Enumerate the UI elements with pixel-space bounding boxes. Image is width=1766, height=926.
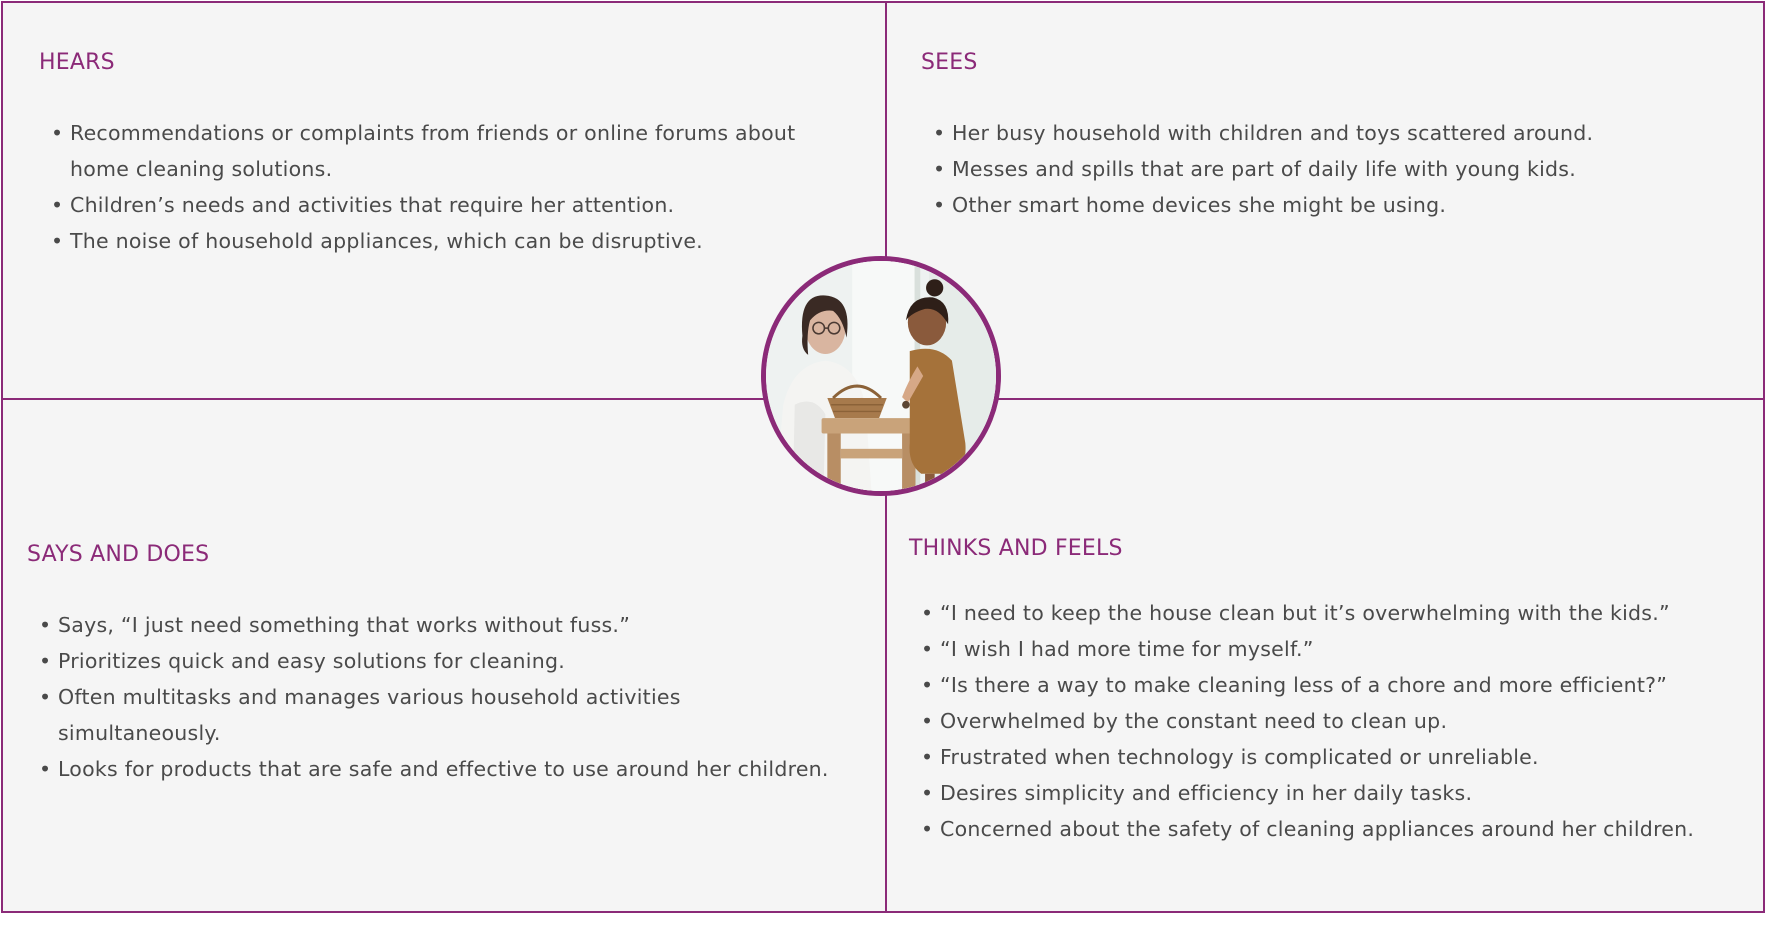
bullet-icon: • — [51, 229, 64, 253]
list-item-text: Often multitasks and manages various household activities simultaneously. — [58, 685, 681, 745]
bullet-icon: • — [51, 193, 64, 217]
list-item — [27, 751, 847, 787]
list-item-text: “Is there a way to make cleaning less of a chore and more efficient?” — [940, 673, 1668, 697]
quadrant-title-hears: HEARS — [39, 50, 115, 75]
list-item-text: Her busy household with children and toys scattered around. — [952, 121, 1594, 145]
list-item-text: The noise of household appliances, which can be disruptive. — [70, 229, 703, 253]
list-item — [39, 223, 859, 259]
persona-photo-icon — [766, 261, 996, 491]
list-item-text: Frustrated when technology is complicated or unreliable. — [940, 745, 1539, 769]
list-item — [909, 667, 1749, 703]
bullet-icon: • — [921, 637, 934, 661]
list-item — [27, 679, 847, 751]
list-item-text: Desires simplicity and efficiency in her daily tasks. — [940, 781, 1473, 805]
quadrant-list-hears — [39, 115, 859, 259]
quadrant-list-says-and-does — [27, 607, 847, 787]
quadrant-sees — [921, 49, 1741, 223]
bullet-icon: • — [921, 601, 934, 625]
list-item-text: Says, “I just need something that works without fuss.” — [58, 613, 631, 637]
bullet-icon: • — [933, 193, 946, 217]
quadrant-title-says-and-does: SAYS AND DOES — [27, 542, 210, 567]
bullet-icon: • — [39, 613, 52, 637]
list-item — [909, 631, 1749, 667]
list-item — [909, 595, 1749, 631]
bullet-icon: • — [51, 121, 64, 145]
bullet-icon: • — [39, 649, 52, 673]
list-item-text: “I wish I had more time for myself.” — [940, 637, 1314, 661]
list-item-text: Children’s needs and activities that require her attention. — [70, 193, 675, 217]
quadrant-list-sees — [921, 115, 1741, 223]
list-item — [39, 187, 859, 223]
list-item-text: “I need to keep the house clean but it’s overwhelming with the kids.” — [940, 601, 1670, 625]
list-item — [909, 775, 1749, 811]
list-item-text: Prioritizes quick and easy solutions for cleaning. — [58, 649, 565, 673]
bullet-icon: • — [933, 121, 946, 145]
bullet-icon: • — [933, 157, 946, 181]
quadrant-title-thinks-and-feels: THINKS AND FEELS — [909, 536, 1123, 561]
list-item — [909, 739, 1749, 775]
list-item — [909, 703, 1749, 739]
quadrant-thinks-and-feels — [909, 535, 1749, 847]
list-item-text: Recommendations or complaints from friends or online forums about home cleaning solutions. — [70, 121, 796, 181]
bullet-icon: • — [39, 757, 52, 781]
list-item — [909, 811, 1749, 847]
list-item-text: Looks for products that are safe and effective to use around her children. — [58, 757, 829, 781]
empathy-map — [1, 1, 1765, 913]
quadrant-list-thinks-and-feels — [909, 595, 1749, 847]
list-item — [921, 187, 1741, 223]
list-item-text: Overwhelmed by the constant need to clean up. — [940, 709, 1448, 733]
persona-photo — [761, 256, 1001, 496]
list-item — [921, 115, 1741, 151]
list-item-text: Messes and spills that are part of daily life with young kids. — [952, 157, 1577, 181]
bullet-icon: • — [921, 781, 934, 805]
bullet-icon: • — [921, 817, 934, 841]
list-item — [921, 151, 1741, 187]
quadrant-says-and-does — [27, 541, 847, 787]
bullet-icon: • — [921, 709, 934, 733]
quadrant-title-sees: SEES — [921, 50, 978, 75]
list-item-text: Concerned about the safety of cleaning appliances around her children. — [940, 817, 1695, 841]
list-item — [27, 607, 847, 643]
list-item — [27, 643, 847, 679]
list-item-text: Other smart home devices she might be using. — [952, 193, 1447, 217]
quadrant-hears — [39, 49, 859, 259]
list-item — [39, 115, 859, 187]
bullet-icon: • — [921, 745, 934, 769]
bullet-icon: • — [921, 673, 934, 697]
bullet-icon: • — [39, 685, 52, 709]
